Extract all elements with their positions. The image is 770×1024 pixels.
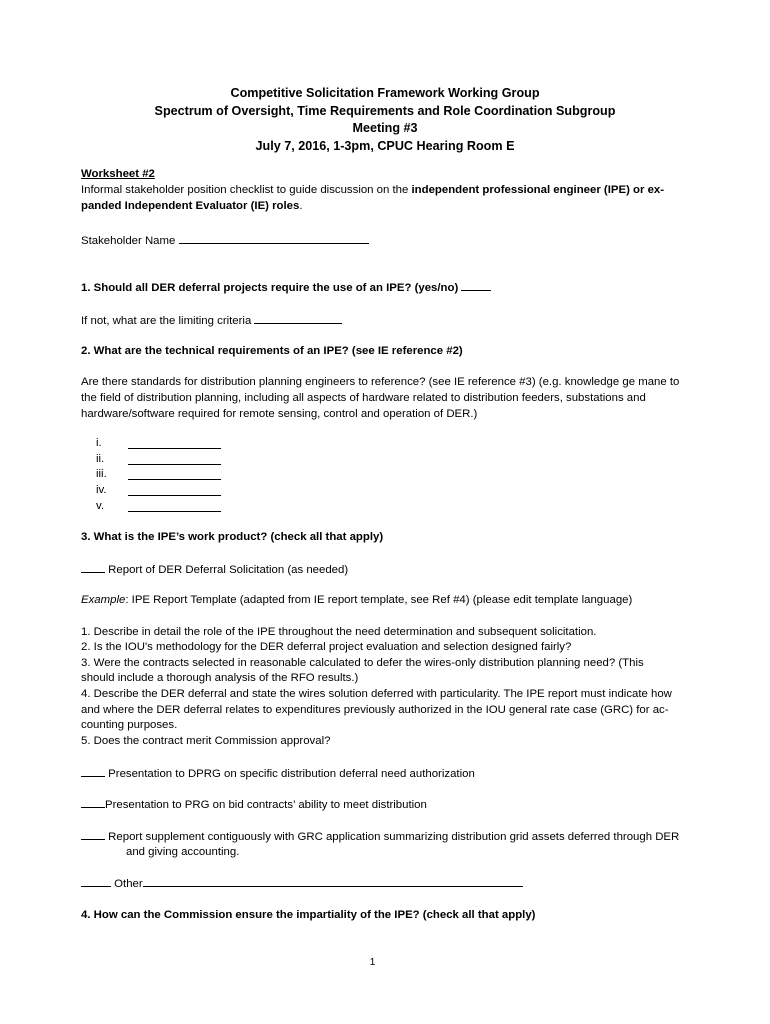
intro-plain: Informal stakeholder position checklist to guide discussion on the	[81, 184, 412, 196]
question-1-answer-field[interactable]	[461, 280, 491, 291]
limiting-criteria-field[interactable]	[254, 313, 342, 324]
requirement-numeral: ii.	[96, 453, 105, 465]
question-1-followup-text: If not, what are the limiting criteria	[81, 315, 252, 327]
checkbox-line[interactable]	[81, 829, 105, 840]
question-1-followup	[81, 313, 342, 328]
example-label: Example	[81, 594, 126, 606]
requirement-numeral: v.	[96, 500, 105, 512]
worksheet-intro-line2	[81, 199, 303, 213]
requirement-line[interactable]	[128, 447, 221, 449]
checkbox-line[interactable]	[81, 766, 105, 777]
template-item: and where the DER deferral relates to expenditures previously authorized in the IOU general rate case (GRC) for ac-	[81, 704, 669, 716]
question-4: 4. How can the Commission ensure the impartiality of the IPE? (check all that apply)	[81, 909, 536, 921]
q3-option-report-label: Report of DER Deferral Solicitation (as needed)	[108, 564, 349, 576]
template-item: should include a thorough analysis of the RFO results.)	[81, 672, 359, 684]
header-date: July 7, 2016, 1-3pm, CPUC Hearing Room E	[255, 139, 515, 153]
requirement-line[interactable]	[128, 463, 221, 465]
question-2: 2. What are the technical requirements of an IPE? (see IE reference #2)	[81, 345, 463, 357]
template-item: 2. Is the IOU's methodology for the DER deferral project evaluation and selection designed fairly?	[81, 641, 572, 653]
worksheet-title: Worksheet #2	[81, 168, 155, 180]
stakeholder-name-label: Stakeholder Name	[81, 235, 176, 247]
example-line	[81, 593, 632, 607]
stakeholder-name-row	[81, 233, 369, 248]
question-2-body-line1: Are there standards for distribution planning engineers to reference? (see IE reference #3) (e.g. knowledge ge mane to	[81, 376, 680, 388]
page-number: 1	[369, 957, 376, 968]
question-1	[81, 280, 491, 295]
requirement-numeral: iii.	[96, 468, 107, 480]
q3-option-report	[81, 562, 348, 577]
example-text: : IPE Report Template (adapted from IE report template, see Ref #4) (please edit template language)	[125, 594, 633, 606]
question-1-text: 1. Should all DER deferral projects require the use of an IPE? (yes/no)	[81, 282, 459, 294]
stakeholder-name-field[interactable]	[179, 233, 369, 244]
requirement-numeral: i.	[96, 437, 102, 449]
requirement-line[interactable]	[128, 510, 221, 512]
q3-option-other	[81, 876, 523, 891]
q3-option-supplement	[81, 829, 679, 844]
header-title: Competitive Solicitation Framework Working Group	[230, 86, 540, 100]
other-field[interactable]	[143, 876, 523, 887]
header-subtitle: Spectrum of Oversight, Time Requirements and Role Coordination Subgroup	[154, 104, 616, 118]
intro-end: .	[299, 200, 303, 212]
requirement-line[interactable]	[128, 494, 221, 496]
worksheet-intro-line1	[81, 183, 664, 197]
checkbox-line[interactable]	[81, 876, 111, 887]
template-item: 5. Does the contract merit Commission approval?	[81, 735, 331, 747]
checkbox-line[interactable]	[81, 797, 105, 808]
template-item: 3. Were the contracts selected in reasonable calculated to defer the wires-only distribution planning need? (This	[81, 657, 644, 669]
template-item: counting purposes.	[81, 719, 178, 731]
template-item: 1. Describe in detail the role of the IPE throughout the need determination and subsequent solicitation.	[81, 626, 597, 638]
intro-bold: independent professional engineer (IPE) or ex-	[411, 184, 665, 196]
requirement-numeral: iv.	[96, 484, 107, 496]
question-3: 3. What is the IPE’s work product? (check all that apply)	[81, 531, 384, 543]
checkbox-line[interactable]	[81, 562, 105, 573]
q3-option-prg	[81, 797, 427, 812]
q3-option-supplement-label: Report supplement contiguously with GRC application summarizing distribution grid assets deferred through DER	[108, 831, 680, 843]
q3-option-dprg	[81, 766, 475, 781]
intro-bold-2: panded Independent Evaluator (IE) roles	[81, 200, 300, 212]
question-2-body-line2: the field of distribution planning, including all aspects of hardware related to distribution feeders, substations and	[81, 392, 646, 404]
requirement-line[interactable]	[128, 478, 221, 480]
question-2-body-line3: hardware/software required for remote sensing, control and operation of DER.)	[81, 408, 478, 420]
header-meeting: Meeting #3	[352, 121, 418, 135]
q3-option-prg-label: Presentation to PRG on bid contracts’ ability to meet distribution	[105, 799, 427, 811]
q3-option-supplement-cont: and giving accounting.	[126, 846, 240, 858]
template-item: 4. Describe the DER deferral and state the wires solution deferred with particularity. The IPE report must indicate how	[81, 688, 672, 700]
q3-option-dprg-label: Presentation to DPRG on specific distribution deferral need authorization	[108, 768, 475, 780]
q3-option-other-label: Other	[114, 878, 143, 890]
